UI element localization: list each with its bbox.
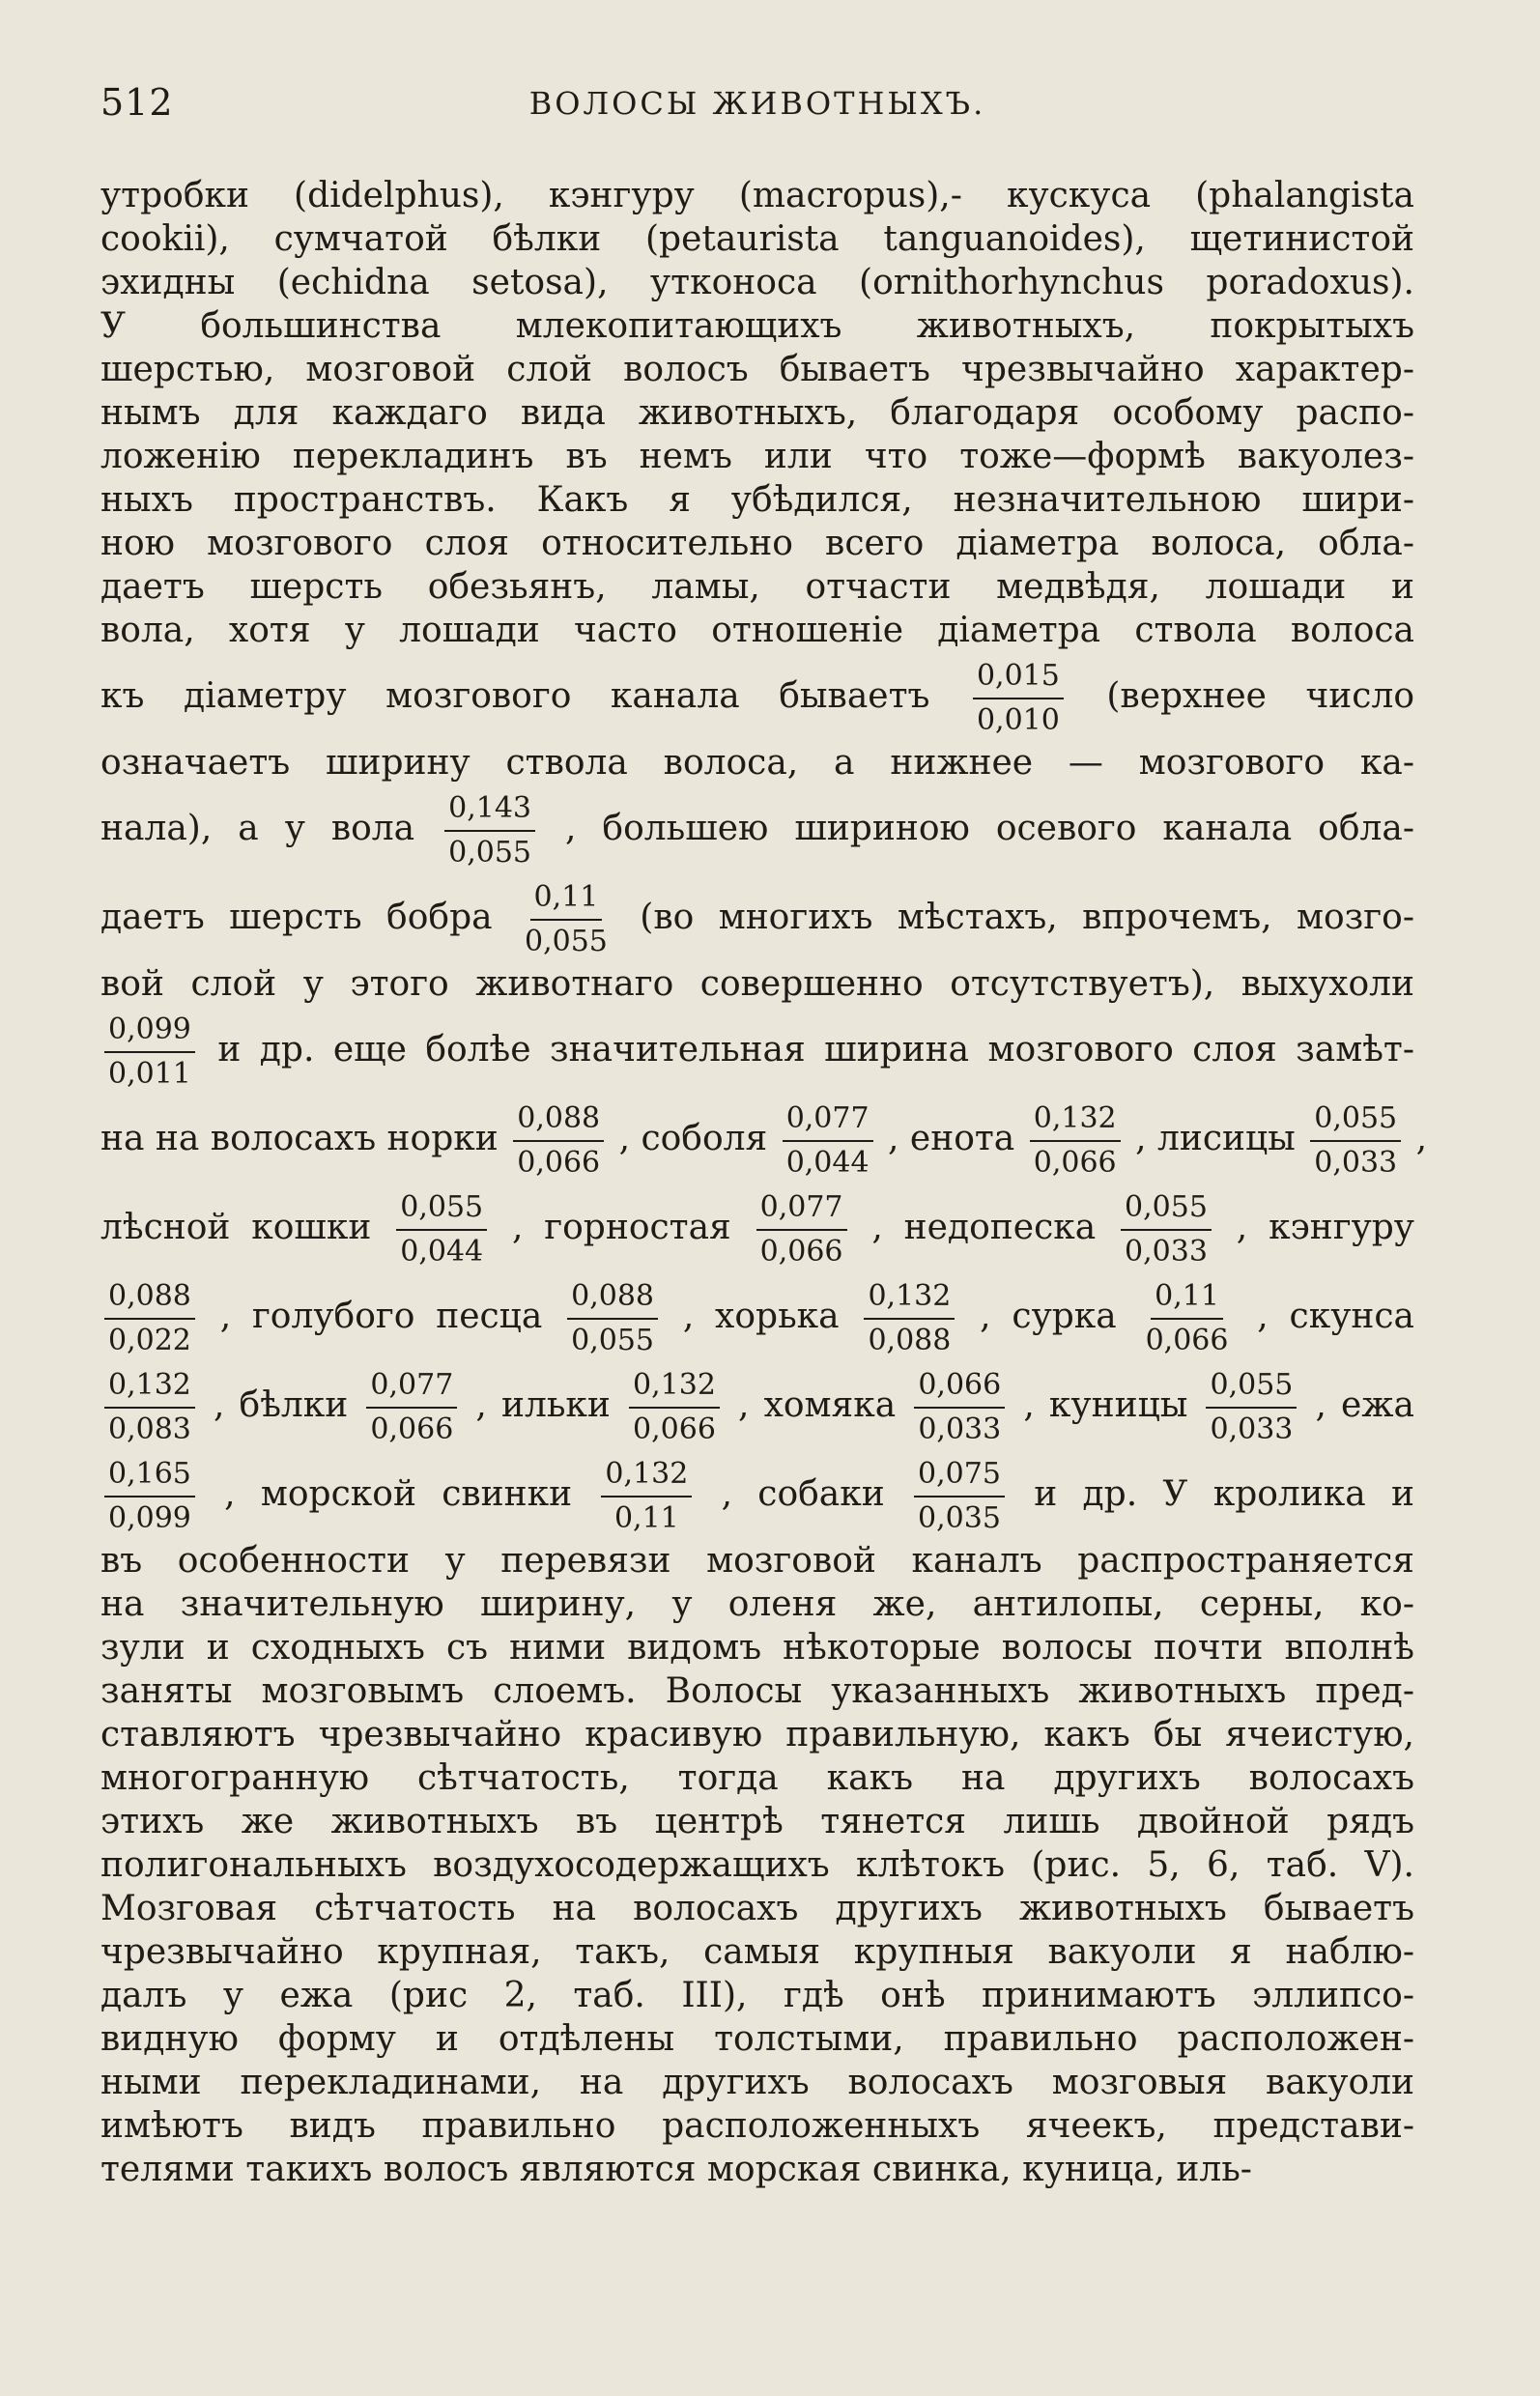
text-line: У большинства млекопитающихъ животныхъ, покрытыхъ xyxy=(100,306,1414,346)
fraction xyxy=(513,1099,604,1183)
text-segment: , большею шириною осевого канала обла- xyxy=(565,809,1414,848)
text-line: телями такихъ волосъ являются морская свинка, куница, иль- xyxy=(100,2150,1252,2189)
fraction-numerator: 0,132 xyxy=(1030,1099,1121,1142)
fraction-numerator: 0,143 xyxy=(444,789,535,832)
fraction-denominator: 0,035 xyxy=(918,1501,1001,1535)
text-segment: , бѣлки xyxy=(214,1385,349,1425)
fraction-denominator: 0,11 xyxy=(613,1501,679,1535)
text-segment: лѣсной кошки xyxy=(100,1208,372,1247)
fraction-numerator: 0,11 xyxy=(530,878,603,921)
text-segment: (во многихъ мѣстахъ, впрочемъ, мозго- xyxy=(640,898,1414,937)
fraction-denominator: 0,055 xyxy=(571,1324,654,1357)
fraction-denominator: 0,066 xyxy=(1033,1146,1117,1180)
text-line-with-fractions xyxy=(100,784,1414,873)
fraction-denominator: 0,022 xyxy=(108,1324,191,1357)
fraction-denominator: 0,044 xyxy=(785,1146,870,1180)
text-segment: даетъ шерсть бобра xyxy=(100,898,493,937)
fraction xyxy=(521,878,612,961)
text-segment: , енота xyxy=(888,1119,1015,1158)
text-line: ною мозгового слоя относительно всего діаметра волоса, обла- xyxy=(100,524,1414,563)
text-segment: , голубого песца xyxy=(219,1297,543,1336)
text-line: утробки (didelphus), кэнгуру (macropus),- кускуса (phalangista xyxy=(100,176,1414,215)
fraction-denominator: 0,033 xyxy=(918,1412,1002,1446)
text-line-with-fractions xyxy=(100,1361,1414,1450)
text-line-with-fractions xyxy=(100,873,1414,962)
fraction xyxy=(1030,1099,1121,1183)
fraction xyxy=(973,657,1064,740)
text-segment: , морской свинки xyxy=(224,1474,573,1514)
text-line: чрезвычайно крупная, такъ, самыя крупныя вакуоли я наблю- xyxy=(100,1932,1414,1972)
text-line: нымъ для каждаго вида животныхъ, благодаря особому распо- xyxy=(100,393,1414,433)
text-line: заняты мозговымъ слоемъ. Волосы указанныхъ животныхъ пред- xyxy=(100,1671,1414,1711)
fraction-denominator: 0,055 xyxy=(525,925,608,958)
text-segment: , сурка xyxy=(980,1297,1117,1336)
fraction-numerator: 0,11 xyxy=(1151,1277,1223,1320)
fraction-numerator: 0,132 xyxy=(104,1366,195,1409)
fraction xyxy=(444,789,535,872)
body-text xyxy=(100,174,1428,2191)
text-line: этихъ же животныхъ въ центрѣ тянется лишь двойной рядъ xyxy=(100,1802,1414,1841)
fraction-denominator: 0,066 xyxy=(1145,1324,1229,1357)
fraction-denominator: 0,066 xyxy=(517,1146,601,1180)
fraction-denominator: 0,088 xyxy=(868,1324,952,1357)
fraction xyxy=(914,1366,1005,1449)
fraction-denominator: 0,033 xyxy=(1125,1235,1208,1269)
fraction xyxy=(567,1277,658,1360)
fraction-numerator: 0,015 xyxy=(973,657,1064,699)
fraction-numerator: 0,055 xyxy=(396,1188,487,1231)
text-line: ными перекладинами, на другихъ волосахъ мозговыя вакуоли xyxy=(100,2063,1414,2102)
text-line: вола, хотя у лошади часто отношеніе діаметра ствола волоса xyxy=(100,611,1414,650)
fraction-numerator: 0,055 xyxy=(1310,1099,1401,1142)
fraction-numerator: 0,132 xyxy=(629,1366,720,1409)
fraction-numerator: 0,132 xyxy=(864,1277,955,1320)
text-segment: и др. У кролика и xyxy=(1034,1474,1415,1514)
text-segment: , ильки xyxy=(475,1385,611,1425)
text-segment: , кэнгуру xyxy=(1236,1208,1414,1247)
fraction-numerator: 0,099 xyxy=(104,1011,195,1053)
fraction-denominator: 0,044 xyxy=(400,1235,484,1269)
fraction xyxy=(914,1455,1005,1538)
fraction xyxy=(1206,1366,1297,1449)
fraction-numerator: 0,066 xyxy=(914,1366,1005,1409)
fraction-denominator: 0,066 xyxy=(370,1412,454,1446)
fraction-denominator: 0,099 xyxy=(108,1501,191,1535)
fraction xyxy=(104,1455,195,1538)
text-line: многогранную сѣтчатость, тогда какъ на другихъ волосахъ xyxy=(100,1758,1414,1798)
fraction-denominator: 0,083 xyxy=(108,1412,191,1446)
fraction xyxy=(783,1099,873,1183)
text-segment: , куницы xyxy=(1023,1385,1188,1425)
fraction xyxy=(366,1366,457,1449)
text-line: видную форму и отдѣлены толстыми, правильно расположен- xyxy=(100,2019,1414,2059)
text-segment: на на волосахъ норки xyxy=(100,1119,499,1158)
text-segment: , горностая xyxy=(511,1208,731,1247)
fraction-numerator: 0,088 xyxy=(567,1277,658,1320)
fraction-numerator: 0,055 xyxy=(1121,1188,1212,1231)
fraction-numerator: 0,077 xyxy=(783,1099,873,1142)
fraction xyxy=(396,1188,487,1271)
text-line-with-fractions xyxy=(100,1272,1414,1361)
fraction xyxy=(1121,1188,1212,1271)
text-line: ложенію перекладинъ въ немъ или что тоже—формѣ вакуолез- xyxy=(100,437,1414,476)
text-line: cookii), сумчатой бѣлки (petaurista tanguanoides), щетинистой xyxy=(100,219,1414,259)
text-segment: , xyxy=(1415,1119,1428,1158)
fraction-denominator: 0,010 xyxy=(976,703,1060,737)
text-segment: нала), а у вола xyxy=(100,809,415,848)
text-line: въ особенности у перевязи мозговой каналъ распространяется xyxy=(100,1541,1414,1581)
text-segment: , лисицы xyxy=(1135,1119,1296,1158)
text-line-with-fractions xyxy=(100,652,1414,741)
text-line: имѣютъ видъ правильно расположенныхъ ячеекъ, представи- xyxy=(100,2106,1414,2146)
fraction-denominator: 0,066 xyxy=(633,1412,716,1446)
fraction-denominator: 0,066 xyxy=(759,1235,843,1269)
fraction-denominator: 0,011 xyxy=(108,1057,191,1091)
fraction xyxy=(629,1366,720,1449)
text-line: вой слой у этого животнаго совершенно отсутствуетъ), выхухоли xyxy=(100,964,1414,1004)
text-segment: , скунса xyxy=(1257,1297,1415,1336)
text-line: далъ у ежа (рис 2, таб. III), гдѣ онѣ принимаютъ эллипсо- xyxy=(100,1976,1414,2015)
text-line-with-fractions xyxy=(100,1450,1414,1539)
fraction-numerator: 0,088 xyxy=(104,1277,195,1320)
fraction-denominator: 0,033 xyxy=(1314,1146,1398,1180)
text-line: зули и сходныхъ съ ними видомъ нѣкоторые волосы почти вполнѣ xyxy=(100,1628,1414,1668)
text-segment: , собаки xyxy=(721,1474,885,1514)
text-line: шерстью, мозговой слой волосъ бываетъ чрезвычайно характер- xyxy=(100,350,1414,389)
page-header xyxy=(100,81,1414,131)
text-line: ставляютъ чрезвычайно красивую правильную, какъ бы ячеистую, xyxy=(100,1715,1414,1754)
fraction xyxy=(104,1011,195,1094)
text-segment: , хомяка xyxy=(738,1385,897,1425)
fraction-numerator: 0,075 xyxy=(914,1455,1005,1498)
text-line: ныхъ пространствъ. Какъ я убѣдился, незначительною шири- xyxy=(100,480,1414,520)
text-segment: къ діаметру мозгового канала бываетъ xyxy=(100,676,930,716)
fraction-denominator: 0,033 xyxy=(1210,1412,1294,1446)
text-segment: , хорька xyxy=(682,1297,840,1336)
fraction xyxy=(1142,1277,1233,1360)
fraction xyxy=(104,1277,195,1360)
fraction-numerator: 0,055 xyxy=(1206,1366,1297,1409)
fraction xyxy=(104,1366,195,1449)
text-line-with-fractions xyxy=(100,1184,1414,1272)
text-segment: (верхнее число xyxy=(1106,676,1414,716)
text-line: полигональныхъ воздухосодержащихъ клѣтокъ (рис. 5, 6, таб. V). xyxy=(100,1845,1414,1885)
text-segment: , ежа xyxy=(1315,1385,1414,1425)
text-segment: и др. еще болѣе значительная ширина мозгового слоя замѣт- xyxy=(217,1030,1414,1070)
fraction xyxy=(756,1188,847,1271)
text-line-with-fractions xyxy=(100,1006,1414,1095)
text-line: означаетъ ширину ствола волоса, а нижнее — мозгового ка- xyxy=(100,743,1414,783)
fraction-numerator: 0,077 xyxy=(756,1188,847,1231)
running-title: ВОЛОСЫ ЖИВОТНЫХЪ. xyxy=(528,85,986,122)
fraction-numerator: 0,165 xyxy=(104,1455,195,1498)
page-number: 512 xyxy=(100,81,174,124)
text-line: Мозговая сѣтчатость на волосахъ другихъ животныхъ бываетъ xyxy=(100,1889,1414,1928)
fraction-numerator: 0,088 xyxy=(513,1099,604,1142)
text-line: на значительную ширину, у оленя же, антилопы, серны, ко- xyxy=(100,1584,1414,1624)
fraction-numerator: 0,132 xyxy=(601,1455,692,1498)
fraction xyxy=(1310,1099,1401,1183)
fraction-denominator: 0,055 xyxy=(448,836,532,870)
text-line: эхидны (echidna setosa), утконоса (ornithorhynchus poradoxus). xyxy=(100,263,1414,302)
fraction xyxy=(601,1455,692,1538)
fraction xyxy=(864,1277,955,1360)
fraction-numerator: 0,077 xyxy=(366,1366,457,1409)
text-segment: , соболя xyxy=(618,1119,768,1158)
text-line: даетъ шерсть обезьянъ, ламы, отчасти медвѣдя, лошади и xyxy=(100,567,1414,607)
text-line-with-fractions xyxy=(100,1095,1428,1184)
text-segment: , недопеска xyxy=(871,1208,1097,1247)
